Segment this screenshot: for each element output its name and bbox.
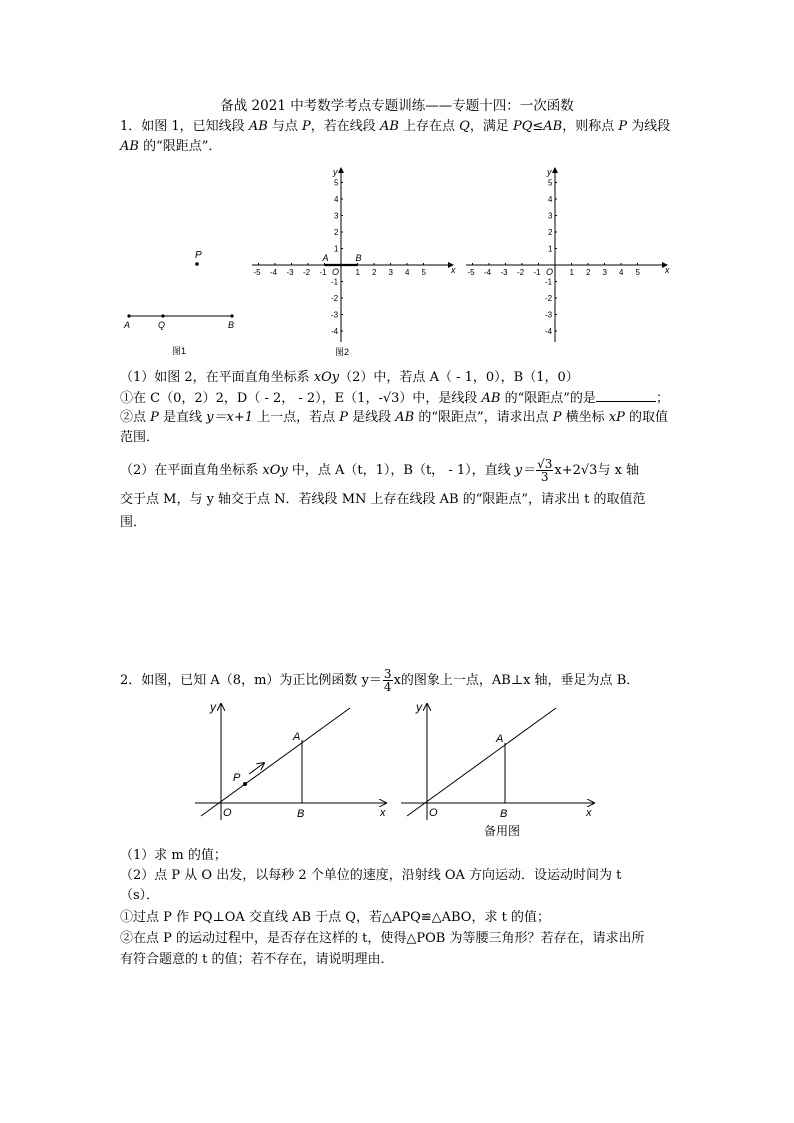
fraction-sqrt3-over-3 bbox=[536, 458, 553, 483]
label-y: y bbox=[210, 700, 216, 714]
y-tick-label: -1 bbox=[331, 277, 339, 287]
q1-text: ，满足 bbox=[469, 119, 513, 134]
label-P: P bbox=[233, 772, 241, 784]
origin-label: O bbox=[332, 267, 340, 277]
q1-AB: AB bbox=[379, 119, 399, 134]
x-tick-label: 2 bbox=[586, 268, 591, 277]
label-O: O bbox=[429, 807, 438, 819]
figure-2-coordinate-plane bbox=[248, 165, 463, 360]
label-B: B bbox=[500, 808, 508, 820]
x-tick-label: 5 bbox=[635, 268, 640, 277]
y-tick-label: -1 bbox=[545, 277, 553, 287]
q1-sub2-line2: 范围． bbox=[120, 430, 160, 445]
q1-sub2 bbox=[120, 409, 668, 427]
q1-sqrt3: √3 bbox=[580, 463, 598, 478]
q1-line-equation: y＝x+1 bbox=[206, 410, 253, 425]
q2-text: 的图象上一点， bbox=[400, 673, 492, 688]
label-B: B bbox=[355, 253, 362, 263]
q1-Q: Q bbox=[459, 119, 470, 134]
q1-text: 为线段 bbox=[627, 119, 671, 134]
x-tick-label: 4 bbox=[619, 268, 624, 277]
label-x: x bbox=[586, 807, 592, 819]
x-tick-label: 3 bbox=[388, 268, 393, 277]
q1-xOy: xOy bbox=[262, 463, 288, 478]
x-axis-label: x bbox=[665, 265, 670, 275]
q1-part2-text: （2）在平面直角坐标系 bbox=[120, 463, 263, 478]
y-tick-label: 4 bbox=[548, 195, 553, 204]
label-O: O bbox=[223, 807, 232, 819]
fraction-numerator: √3 bbox=[537, 457, 553, 471]
q1-text: 如图 1，已知线段 bbox=[141, 119, 249, 134]
q1-part2-text: 中，点 bbox=[287, 463, 336, 478]
line-OA bbox=[201, 708, 350, 816]
label-B: B bbox=[228, 320, 235, 330]
label-A: A bbox=[124, 320, 131, 330]
q1-P: P bbox=[618, 119, 628, 134]
q1-text: 上存在点 bbox=[398, 119, 460, 134]
q1-intro-line1 bbox=[120, 118, 670, 136]
q1-number: 1． bbox=[120, 119, 142, 134]
q1-sub2-text: 横坐标 bbox=[561, 410, 609, 425]
point-P bbox=[195, 262, 199, 266]
figure-2-caption: 图2 bbox=[335, 347, 350, 357]
q2-sub1: ①过点 P 作 PQ⊥OA 交直线 AB 于点 Q，若△APQ≌△ABO，求 t 的值； bbox=[120, 910, 550, 925]
spare-figure-caption: 备用图 bbox=[484, 824, 521, 838]
point-Q bbox=[161, 314, 164, 317]
q2-point-A: A（8，m） bbox=[210, 673, 280, 688]
q2-text: x bbox=[393, 673, 401, 688]
y-tick-label: -3 bbox=[331, 310, 339, 320]
y-axis-label: y bbox=[333, 167, 338, 177]
x-tick-label: -4 bbox=[270, 268, 278, 277]
q1-sub1-text: ①在 bbox=[120, 391, 151, 406]
x-tick-label: -3 bbox=[500, 268, 508, 277]
q1-sub2-text: 是直线 bbox=[158, 410, 207, 425]
label-A: A bbox=[293, 731, 301, 743]
fraction-numerator: 3 bbox=[383, 667, 392, 681]
fraction-3-over-4 bbox=[383, 668, 393, 693]
q2-text: 如图，已知 bbox=[141, 673, 211, 688]
q2-figure bbox=[190, 698, 395, 823]
x-tick-label: -4 bbox=[484, 268, 492, 277]
x-tick-label: -2 bbox=[303, 268, 311, 277]
fraction-denominator: 3 bbox=[540, 470, 549, 484]
q1-part2-text: x 轴 bbox=[614, 463, 640, 478]
blank-coordinate-plane bbox=[462, 165, 677, 345]
x-tick-label: -1 bbox=[319, 268, 327, 277]
label-y: y bbox=[416, 700, 422, 714]
q2-part1: （1）求 m 的值； bbox=[120, 848, 227, 863]
q1-sub1-text: ； bbox=[655, 391, 669, 406]
q1-point-A: A（t，1）， bbox=[335, 463, 404, 478]
x-tick-label: -5 bbox=[253, 268, 261, 277]
y-tick-label: -4 bbox=[545, 327, 553, 336]
q1-sub2-text: 上一点，若点 bbox=[253, 410, 340, 425]
q1-sub2-text: ②点 bbox=[120, 410, 151, 425]
figure-1-caption: 图1 bbox=[172, 346, 187, 356]
x-tick-label: 1 bbox=[569, 268, 574, 277]
q1-xOy: xOy bbox=[313, 370, 340, 385]
q1-AB: AB bbox=[481, 391, 501, 406]
q1-sub1-text: 的“限距点”的是 bbox=[500, 391, 596, 406]
q1-condition: PQ≤AB bbox=[512, 119, 563, 134]
q2-part2-line1: （2）点 P 从 O 出发，以每秒 2 个单位的速度，沿射线 OA 方向运动．设运动时间为 t bbox=[120, 868, 622, 883]
y-axis-arrow bbox=[338, 167, 344, 173]
x-tick-label: 5 bbox=[421, 268, 426, 277]
q1-text: ，若在线段 bbox=[310, 119, 380, 134]
q1-P: P bbox=[552, 410, 562, 425]
label-A: A bbox=[496, 733, 504, 745]
y-tick-label: 1 bbox=[548, 244, 553, 254]
q2-intro bbox=[120, 668, 639, 693]
q1-part2-line3: 围． bbox=[120, 515, 147, 530]
y-tick-label: 1 bbox=[334, 244, 339, 254]
line-OA bbox=[407, 708, 556, 816]
q1-AB: AB bbox=[395, 410, 415, 425]
x-tick-label: -5 bbox=[467, 268, 475, 277]
q1-sub1 bbox=[120, 389, 669, 408]
label-B: B bbox=[297, 808, 305, 820]
q1-point-B: B（1，0） bbox=[513, 370, 579, 385]
page-title: 备战 2021 中考数学考点专题训练——专题十四：一次函数 bbox=[220, 98, 574, 114]
q1-AB: AB bbox=[120, 139, 139, 154]
q1-part2-text: x+2 bbox=[554, 463, 581, 478]
q1-point-C: C（0，2）2， bbox=[150, 391, 237, 406]
y-tick-label: 4 bbox=[334, 195, 339, 204]
q2-part2-line2: （s）． bbox=[120, 888, 160, 903]
q1-part2 bbox=[120, 458, 639, 483]
q1-point-B: B（t， - 1），直线 bbox=[403, 463, 515, 478]
q2-text: B． bbox=[616, 673, 640, 688]
point-B bbox=[230, 314, 233, 317]
y-tick-label: -2 bbox=[545, 294, 553, 303]
x-tick-label: 3 bbox=[602, 268, 607, 277]
q1-sub2-text: 的取值 bbox=[624, 410, 669, 425]
q1-part1-text: （2）中，若点 bbox=[339, 370, 430, 385]
point-P bbox=[243, 782, 247, 786]
q1-text: ，则称点 bbox=[562, 119, 619, 134]
figure-1 bbox=[115, 240, 255, 360]
origin-label: O bbox=[546, 267, 554, 277]
x-tick-label: -1 bbox=[533, 268, 541, 277]
q1-part1-text: （1）如图 2，在平面直角坐标系 bbox=[120, 370, 314, 385]
x-tick-label: -3 bbox=[286, 268, 294, 277]
q1-sub2-text: 的“限距点”，请求出点 bbox=[414, 410, 553, 425]
y-tick-label: 5 bbox=[334, 178, 339, 188]
q1-point-A: A（ - 1，0）， bbox=[429, 370, 514, 385]
q2-sub2-line1: ②在点 P 的运动过程中，是否存在这样的 t，使得△POB 为等腰三角形？若存在，请求出所 bbox=[120, 931, 645, 946]
y-tick-label: 3 bbox=[334, 211, 339, 221]
q1-sub1-text: ）中，是线段 bbox=[399, 391, 482, 406]
q1-P: P bbox=[150, 410, 159, 425]
q1-part1 bbox=[120, 369, 579, 387]
q2-spare-figure bbox=[396, 698, 606, 840]
x-tick-label: 4 bbox=[405, 268, 410, 277]
fraction-denominator: 4 bbox=[383, 680, 392, 694]
q1-sub2-text: 是线段 bbox=[348, 410, 396, 425]
point-A bbox=[127, 314, 130, 317]
q1-xP: xP bbox=[608, 410, 625, 425]
q2-text: 为正比例函数 bbox=[279, 673, 362, 688]
label-Q: Q bbox=[158, 320, 166, 330]
q2-sub2-line2: 有符合题意的 t 的值；若不存在，请说明理由． bbox=[120, 952, 394, 967]
q1-text: 的“限距点”． bbox=[138, 139, 222, 154]
q1-P: P bbox=[339, 410, 349, 425]
q1-P: P bbox=[302, 119, 311, 134]
y-axis-label: y bbox=[547, 167, 552, 177]
x-axis-label: x bbox=[451, 265, 456, 275]
q1-text: 与点 bbox=[267, 119, 303, 134]
q2-text: AB⊥x 轴，垂足为点 bbox=[491, 673, 617, 688]
x-tick-label: 2 bbox=[372, 268, 377, 277]
y-tick-label: -3 bbox=[545, 310, 553, 320]
y-tick-label: 2 bbox=[548, 228, 553, 237]
q1-y-equals: y＝ bbox=[514, 463, 536, 478]
y-tick-label: 2 bbox=[334, 228, 339, 237]
q2-number: 2． bbox=[120, 673, 142, 688]
q2-y-equals: y＝ bbox=[361, 673, 382, 688]
label-P: P bbox=[195, 250, 202, 261]
y-tick-label: 5 bbox=[548, 178, 553, 188]
q1-part2-text: 与 bbox=[597, 463, 615, 478]
x-tick-label: -2 bbox=[517, 268, 525, 277]
x-tick-label: 1 bbox=[355, 268, 360, 277]
q1-AB: AB bbox=[248, 119, 268, 134]
label-A: A bbox=[322, 253, 329, 263]
q1-point-D-E: D（ - 2， - 2），E（1， bbox=[236, 391, 379, 406]
q1-intro-line2 bbox=[120, 138, 221, 156]
label-x: x bbox=[380, 807, 386, 819]
answer-blank[interactable] bbox=[596, 389, 656, 402]
q1-part2-line2: 交于点 M，与 y 轴交于点 N．若线段 MN 上存在线段 AB 的“限距点”，请求出 t 的取值范 bbox=[120, 492, 646, 507]
y-tick-label: 3 bbox=[548, 211, 553, 221]
q1-neg-sqrt3: -√3 bbox=[378, 391, 400, 406]
y-tick-label: -2 bbox=[331, 294, 339, 303]
y-axis-arrow bbox=[552, 167, 558, 173]
y-tick-label: -4 bbox=[331, 327, 339, 336]
